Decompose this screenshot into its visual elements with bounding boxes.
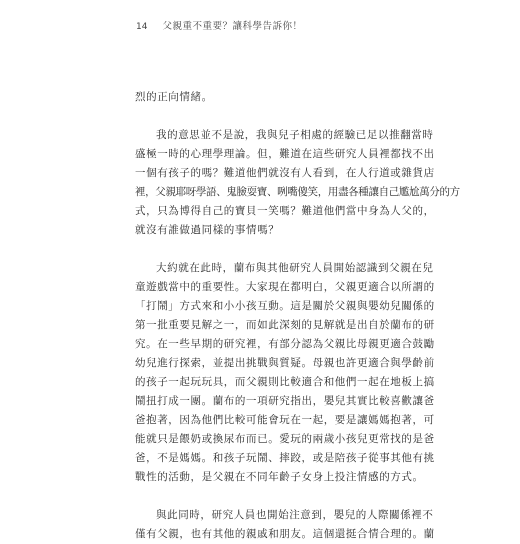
running-title: 父親重不重要？讓科學告訴你！ [162, 21, 303, 32]
paragraph [135, 259, 435, 487]
text-line: 我的意思並不是說，我與兒子相處的經驗已足以推翻當時 [156, 129, 434, 141]
text-line: 爸抱著，因為他們比較可能會玩在一起，要是讓媽媽抱著，可 [135, 414, 435, 426]
paragraph [135, 506, 435, 544]
paragraph-gap [135, 107, 387, 126]
text-line: 式，只為博得自己的寶貝一笑嗎？難道他們當中身為人父的， [135, 205, 435, 217]
page-number: 14 [136, 22, 148, 32]
text-line: 「打鬧」方式來和小小孩互動。這是關於父親與嬰幼兒關係的 [135, 300, 435, 312]
text-line: 裡，父親耶呀學語、鬼臉耍寶、咧嘴傻笑，用盡各種讓自己尷尬萬分的方 [135, 186, 460, 198]
text-line: 鬧扭打成一團。蘭布的一項研究指出，嬰兒其實比較喜歡讓爸 [135, 395, 435, 407]
page-header [136, 19, 303, 35]
paragraph-gap [135, 240, 387, 259]
text-line: 與此同時，研究人員也開始注意到，嬰兒的人際關係裡不 [156, 509, 434, 521]
text-line: 戰性的活動，是父親在不同年齡子女身上投注情感的方式。 [135, 471, 424, 483]
text-line: 大約就在此時，蘭布與其他研究人員開始認識到父親在兒 [156, 262, 434, 274]
text-line: 第一批重要見解之一，而如此深刻的見解就是出自於蘭布的研 [135, 319, 435, 331]
text-line: 烈的正向情緒。 [135, 91, 213, 103]
body-text [135, 88, 460, 544]
paragraph [135, 126, 460, 240]
text-line: 就沒有誰做過同樣的事情嗎？ [135, 224, 280, 236]
text-line: 幼兒進行探索，並提出挑戰與質疑。母親也許更適合與學齡前 [135, 357, 435, 369]
paragraph-gap [135, 487, 387, 506]
text-line: 究。在一些早期的研究裡，有部分認為父親比母親更適合鼓勵 [135, 338, 435, 350]
text-line: 童遊戲當中的重要性。大家現在都明白，父親更適合以所謂的 [135, 281, 435, 293]
paragraph [135, 88, 387, 107]
text-line: 的孩子一起玩玩具，而父親則比較適合和他們一起在地板上搞 [135, 376, 435, 388]
text-line: 盛極一時的心理學理論。但，難道在這些研究人員裡都找不出 [135, 148, 435, 160]
text-line: 一個有孩子的嗎？難道他們就沒有人看到，在人行道或雜貨店 [135, 167, 435, 179]
text-line: 能就只是餵奶或換尿布而已。愛玩的兩歲小孩兒更常找的是爸 [135, 433, 435, 445]
text-line: 爸，不是媽媽。和孩子玩鬧、摔跤，或是陪孩子從事其他有挑 [135, 452, 435, 464]
text-line: 僅有父親，也有其他的親戚和朋友。這個還挺合情合理的。蘭 [135, 528, 435, 540]
